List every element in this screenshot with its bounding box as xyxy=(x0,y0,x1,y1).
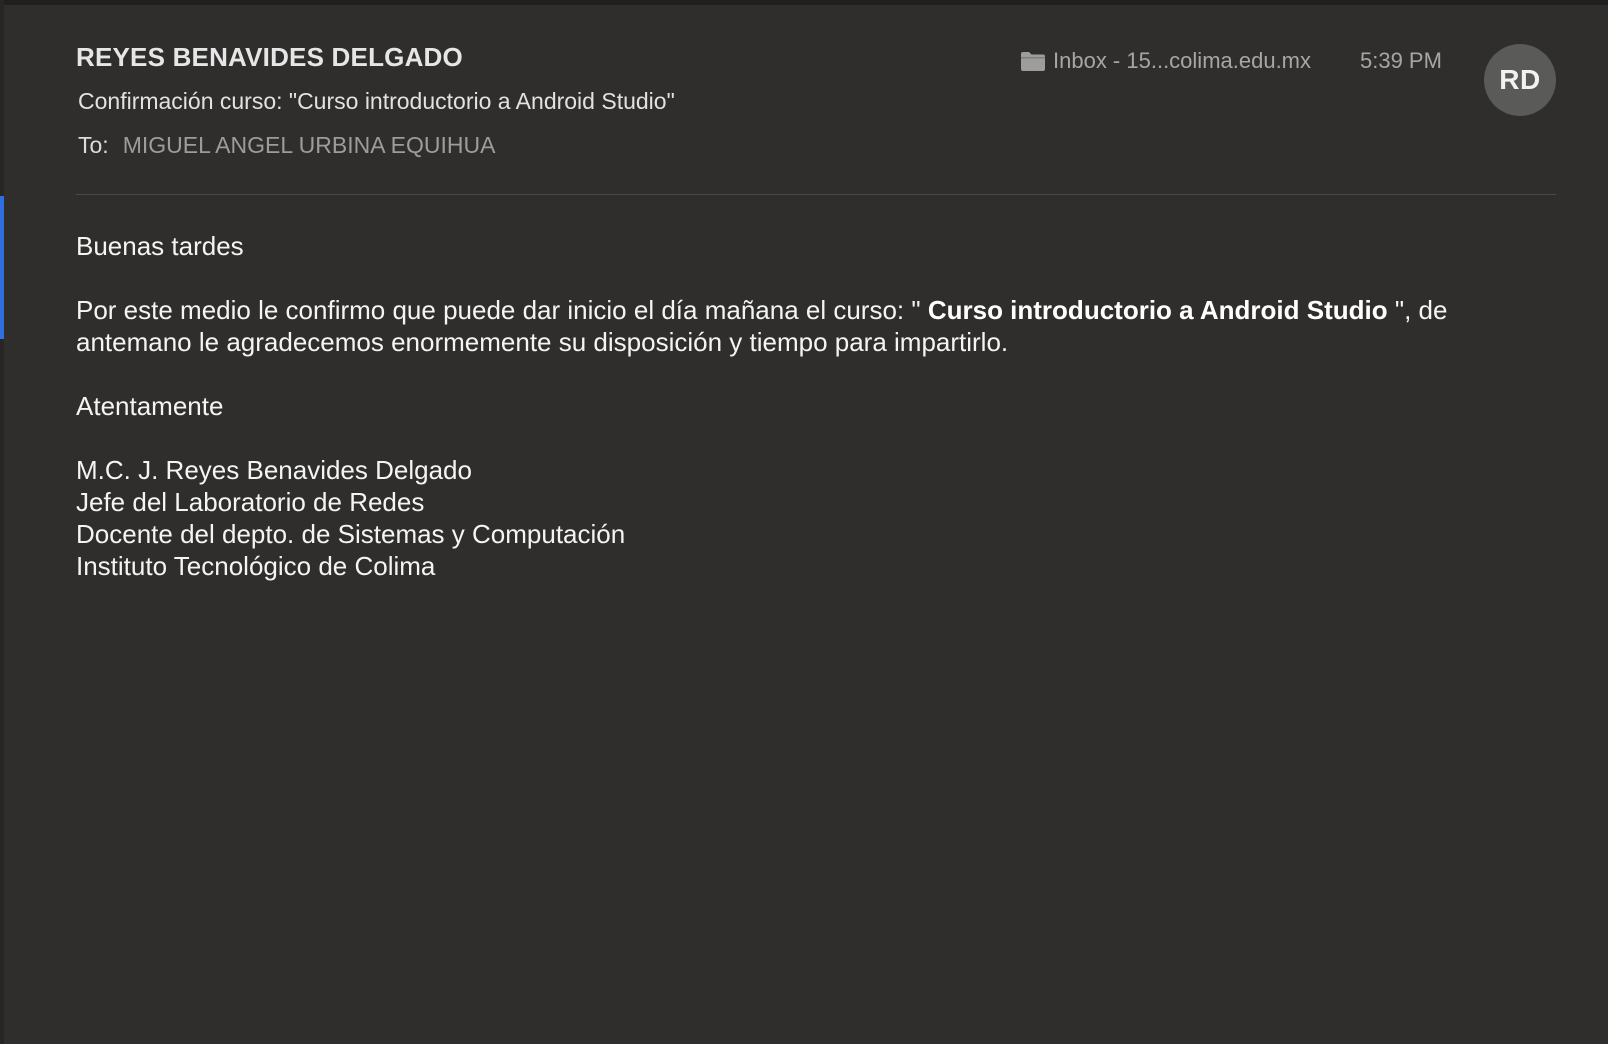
body-paragraph xyxy=(76,294,1556,358)
signature-department: Docente del depto. de Sistemas y Computación xyxy=(76,519,626,549)
sender-avatar[interactable] xyxy=(1484,44,1556,116)
signature-role: Jefe del Laboratorio de Redes xyxy=(76,487,425,517)
message-view xyxy=(76,0,1556,1044)
avatar-initials: RD xyxy=(1499,64,1541,95)
course-name-bold: Curso introductorio a Android Studio xyxy=(927,295,1388,325)
greeting: Buenas tardes xyxy=(76,231,244,261)
header-divider xyxy=(76,194,1556,195)
window-left-border xyxy=(0,0,4,1044)
sender-name[interactable]: REYES BENAVIDES DELGADO xyxy=(76,42,463,72)
to-label: To: xyxy=(78,132,109,158)
recipient-row xyxy=(78,132,495,159)
message-body xyxy=(76,230,1556,582)
signature-institution: Instituto Tecnológico de Colima xyxy=(76,551,436,581)
signature-block xyxy=(76,454,1556,582)
message-subject: Confirmación curso: "Curso introductorio a Android Studio" xyxy=(78,88,675,114)
mailbox-location[interactable] xyxy=(1020,46,1311,76)
message-list-selection-marker xyxy=(0,196,4,339)
message-time: 5:39 PM xyxy=(1360,48,1442,73)
paragraph-text-start: Por este medio le confirmo que puede dar inicio el día mañana el curso: " xyxy=(76,295,928,325)
signature-name: M.C. J. Reyes Benavides Delgado xyxy=(76,455,472,485)
paragraph-text-end: ", de antemano le agradecemos enormemente su disposición y tiempo para impartirlo. xyxy=(76,295,1448,357)
closing: Atentamente xyxy=(76,391,224,421)
recipient-name[interactable]: MIGUEL ANGEL URBINA EQUIHUA xyxy=(122,132,496,158)
folder-icon xyxy=(1020,50,1046,72)
mailbox-label: Inbox - 15...colima.edu.mx xyxy=(1053,48,1312,73)
